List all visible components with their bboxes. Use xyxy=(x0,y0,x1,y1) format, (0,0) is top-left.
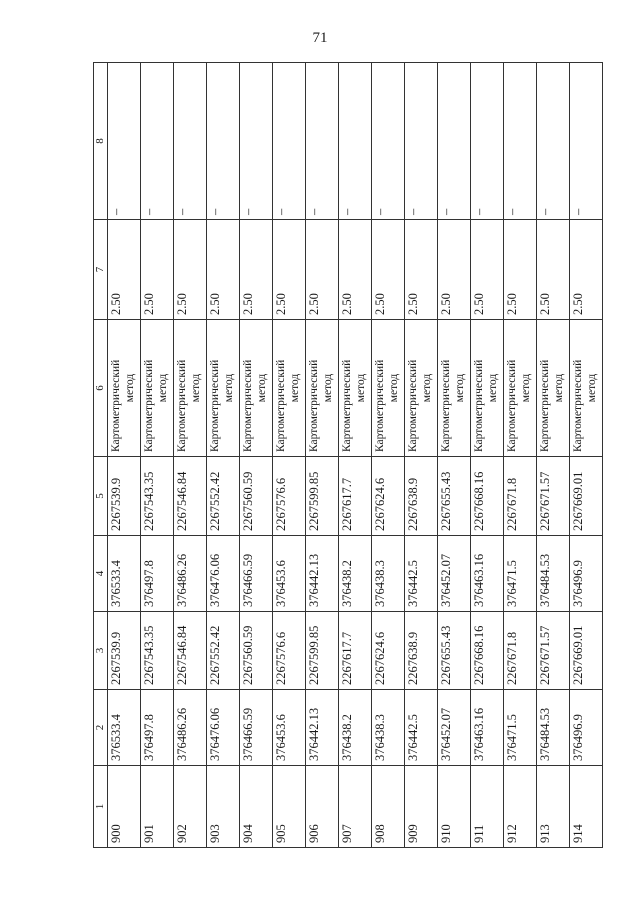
y-coordinate-new-cell: 2267560.59 xyxy=(240,457,273,536)
table-row xyxy=(438,63,471,848)
y-coordinate-cell: 2267671.57 xyxy=(537,612,570,690)
note-cell: – xyxy=(273,63,306,220)
accuracy-value-cell: 2.50 xyxy=(108,220,141,320)
point-number-cell: 911 xyxy=(471,766,504,848)
accuracy-value-cell: 2.50 xyxy=(273,220,306,320)
method-line-2: метод xyxy=(586,373,598,403)
table-row xyxy=(273,63,306,848)
x-coordinate-cell: 376496.9 xyxy=(570,690,603,766)
y-coordinate-new-cell: 2267624.6 xyxy=(372,457,405,536)
method-line-1: Картометрический xyxy=(110,359,122,452)
determination-method-cell xyxy=(108,320,141,457)
method-line-2: метод xyxy=(157,373,169,403)
method-line-1: Картометрический xyxy=(440,359,452,452)
note-cell: – xyxy=(207,63,240,220)
method-line-2: метод xyxy=(553,373,565,403)
table-row xyxy=(174,63,207,848)
point-number-cell: 910 xyxy=(438,766,471,848)
column-header: 8 xyxy=(94,63,108,220)
determination-method-cell xyxy=(471,320,504,457)
table-row xyxy=(207,63,240,848)
point-number-cell: 914 xyxy=(570,766,603,848)
method-line-2: метод xyxy=(190,373,202,403)
method-line-2: метод xyxy=(388,373,400,403)
x-coordinate-new-cell: 376471.5 xyxy=(504,536,537,612)
y-coordinate-cell: 2267560.59 xyxy=(240,612,273,690)
x-coordinate-cell: 376453.6 xyxy=(273,690,306,766)
y-coordinate-cell: 2267543.35 xyxy=(141,612,174,690)
x-coordinate-new-cell: 376476.06 xyxy=(207,536,240,612)
method-line-1: Картометрический xyxy=(143,359,155,452)
accuracy-value-cell: 2.50 xyxy=(141,220,174,320)
note-cell: – xyxy=(372,63,405,220)
method-line-1: Картометрический xyxy=(341,359,353,452)
x-coordinate-new-cell: 376486.26 xyxy=(174,536,207,612)
accuracy-value-cell: 2.50 xyxy=(405,220,438,320)
x-coordinate-new-cell: 376533.4 xyxy=(108,536,141,612)
method-line-2: метод xyxy=(454,373,466,403)
y-coordinate-cell: 2267539.9 xyxy=(108,612,141,690)
x-coordinate-cell: 376497.8 xyxy=(141,690,174,766)
y-coordinate-cell: 2267671.8 xyxy=(504,612,537,690)
point-number-cell: 902 xyxy=(174,766,207,848)
table-row xyxy=(537,63,570,848)
x-coordinate-new-cell: 376466.59 xyxy=(240,536,273,612)
y-coordinate-new-cell: 2267546.84 xyxy=(174,457,207,536)
accuracy-value-cell: 2.50 xyxy=(471,220,504,320)
determination-method-cell xyxy=(240,320,273,457)
point-number-cell: 900 xyxy=(108,766,141,848)
method-line-2: метод xyxy=(223,373,235,403)
determination-method-cell xyxy=(141,320,174,457)
y-coordinate-cell: 2267655.43 xyxy=(438,612,471,690)
x-coordinate-new-cell: 376442.13 xyxy=(306,536,339,612)
method-line-1: Картометрический xyxy=(176,359,188,452)
method-line-2: метод xyxy=(421,373,433,403)
accuracy-value-cell: 2.50 xyxy=(339,220,372,320)
method-line-1: Картометрический xyxy=(374,359,386,452)
method-line-1: Картометрический xyxy=(473,359,485,452)
accuracy-value-cell: 2.50 xyxy=(438,220,471,320)
method-line-1: Картометрический xyxy=(308,359,320,452)
point-number-cell: 907 xyxy=(339,766,372,848)
y-coordinate-new-cell: 2267599.85 xyxy=(306,457,339,536)
y-coordinate-new-cell: 2267552.42 xyxy=(207,457,240,536)
x-coordinate-cell: 376442.13 xyxy=(306,690,339,766)
y-coordinate-cell: 2267668.16 xyxy=(471,612,504,690)
coordinates-table xyxy=(93,62,603,848)
method-line-1: Картометрический xyxy=(242,359,254,452)
determination-method-cell xyxy=(438,320,471,457)
x-coordinate-cell: 376471.5 xyxy=(504,690,537,766)
y-coordinate-new-cell: 2267655.43 xyxy=(438,457,471,536)
point-number-cell: 908 xyxy=(372,766,405,848)
table-row xyxy=(339,63,372,848)
y-coordinate-cell: 2267638.9 xyxy=(405,612,438,690)
note-cell: – xyxy=(306,63,339,220)
point-number-cell: 906 xyxy=(306,766,339,848)
y-coordinate-new-cell: 2267638.9 xyxy=(405,457,438,536)
point-number-cell: 904 xyxy=(240,766,273,848)
note-cell: – xyxy=(108,63,141,220)
determination-method-cell xyxy=(306,320,339,457)
column-header: 4 xyxy=(94,536,108,612)
x-coordinate-cell: 376442.5 xyxy=(405,690,438,766)
x-coordinate-cell: 376533.4 xyxy=(108,690,141,766)
table-row xyxy=(108,63,141,848)
note-cell: – xyxy=(339,63,372,220)
y-coordinate-new-cell: 2267617.7 xyxy=(339,457,372,536)
accuracy-value-cell: 2.50 xyxy=(504,220,537,320)
accuracy-value-cell: 2.50 xyxy=(306,220,339,320)
x-coordinate-new-cell: 376452.07 xyxy=(438,536,471,612)
y-coordinate-cell: 2267576.6 xyxy=(273,612,306,690)
determination-method-cell xyxy=(504,320,537,457)
y-coordinate-cell: 2267669.01 xyxy=(570,612,603,690)
method-line-2: метод xyxy=(322,373,334,403)
method-line-1: Картометрический xyxy=(572,359,584,452)
method-line-2: метод xyxy=(520,373,532,403)
determination-method-cell xyxy=(537,320,570,457)
note-cell: – xyxy=(570,63,603,220)
determination-method-cell xyxy=(372,320,405,457)
x-coordinate-new-cell: 376497.8 xyxy=(141,536,174,612)
determination-method-cell xyxy=(207,320,240,457)
y-coordinate-new-cell: 2267669.01 xyxy=(570,457,603,536)
y-coordinate-cell: 2267624.6 xyxy=(372,612,405,690)
accuracy-value-cell: 2.50 xyxy=(207,220,240,320)
table-header-row xyxy=(94,63,108,848)
table-row xyxy=(471,63,504,848)
method-line-1: Картометрический xyxy=(275,359,287,452)
x-coordinate-new-cell: 376442.5 xyxy=(405,536,438,612)
page-number: 71 xyxy=(312,30,328,46)
method-line-2: метод xyxy=(355,373,367,403)
column-header: 2 xyxy=(94,690,108,766)
determination-method-cell xyxy=(174,320,207,457)
accuracy-value-cell: 2.50 xyxy=(372,220,405,320)
column-header: 6 xyxy=(94,320,108,457)
determination-method-cell xyxy=(570,320,603,457)
table-row xyxy=(504,63,537,848)
x-coordinate-cell: 376438.2 xyxy=(339,690,372,766)
table-row xyxy=(372,63,405,848)
y-coordinate-new-cell: 2267539.9 xyxy=(108,457,141,536)
y-coordinate-cell: 2267546.84 xyxy=(174,612,207,690)
note-cell: – xyxy=(471,63,504,220)
x-coordinate-cell: 376452.07 xyxy=(438,690,471,766)
x-coordinate-cell: 376486.26 xyxy=(174,690,207,766)
y-coordinate-cell: 2267552.42 xyxy=(207,612,240,690)
point-number-cell: 903 xyxy=(207,766,240,848)
point-number-cell: 909 xyxy=(405,766,438,848)
table-row xyxy=(570,63,603,848)
x-coordinate-new-cell: 376438.2 xyxy=(339,536,372,612)
point-number-cell: 912 xyxy=(504,766,537,848)
method-line-1: Картометрический xyxy=(506,359,518,452)
column-header: 3 xyxy=(94,612,108,690)
point-number-cell: 905 xyxy=(273,766,306,848)
x-coordinate-new-cell: 376453.6 xyxy=(273,536,306,612)
y-coordinate-new-cell: 2267668.16 xyxy=(471,457,504,536)
accuracy-value-cell: 2.50 xyxy=(174,220,207,320)
note-cell: – xyxy=(240,63,273,220)
x-coordinate-cell: 376438.3 xyxy=(372,690,405,766)
column-header: 1 xyxy=(94,766,108,848)
x-coordinate-new-cell: 376484.53 xyxy=(537,536,570,612)
table-container xyxy=(93,63,598,848)
x-coordinate-cell: 376466.59 xyxy=(240,690,273,766)
y-coordinate-cell: 2267599.85 xyxy=(306,612,339,690)
x-coordinate-new-cell: 376496.9 xyxy=(570,536,603,612)
x-coordinate-new-cell: 376438.3 xyxy=(372,536,405,612)
table-row xyxy=(405,63,438,848)
y-coordinate-cell: 2267617.7 xyxy=(339,612,372,690)
method-line-2: метод xyxy=(256,373,268,403)
y-coordinate-new-cell: 2267543.35 xyxy=(141,457,174,536)
x-coordinate-cell: 376463.16 xyxy=(471,690,504,766)
x-coordinate-new-cell: 376463.16 xyxy=(471,536,504,612)
note-cell: – xyxy=(504,63,537,220)
accuracy-value-cell: 2.50 xyxy=(240,220,273,320)
note-cell: – xyxy=(537,63,570,220)
y-coordinate-new-cell: 2267671.8 xyxy=(504,457,537,536)
note-cell: – xyxy=(438,63,471,220)
method-line-2: метод xyxy=(124,373,136,403)
method-line-1: Картометрический xyxy=(407,359,419,452)
method-line-2: метод xyxy=(289,373,301,403)
note-cell: – xyxy=(141,63,174,220)
determination-method-cell xyxy=(339,320,372,457)
point-number-cell: 913 xyxy=(537,766,570,848)
column-header: 7 xyxy=(94,220,108,320)
determination-method-cell xyxy=(405,320,438,457)
method-line-2: метод xyxy=(487,373,499,403)
x-coordinate-cell: 376476.06 xyxy=(207,690,240,766)
determination-method-cell xyxy=(273,320,306,457)
note-cell: – xyxy=(405,63,438,220)
method-line-1: Картометрический xyxy=(539,359,551,452)
point-number-cell: 901 xyxy=(141,766,174,848)
method-line-1: Картометрический xyxy=(209,359,221,452)
table-row xyxy=(306,63,339,848)
y-coordinate-new-cell: 2267671.57 xyxy=(537,457,570,536)
column-header: 5 xyxy=(94,457,108,536)
accuracy-value-cell: 2.50 xyxy=(570,220,603,320)
x-coordinate-cell: 376484.53 xyxy=(537,690,570,766)
table-row xyxy=(240,63,273,848)
note-cell: – xyxy=(174,63,207,220)
y-coordinate-new-cell: 2267576.6 xyxy=(273,457,306,536)
table-row xyxy=(141,63,174,848)
accuracy-value-cell: 2.50 xyxy=(537,220,570,320)
